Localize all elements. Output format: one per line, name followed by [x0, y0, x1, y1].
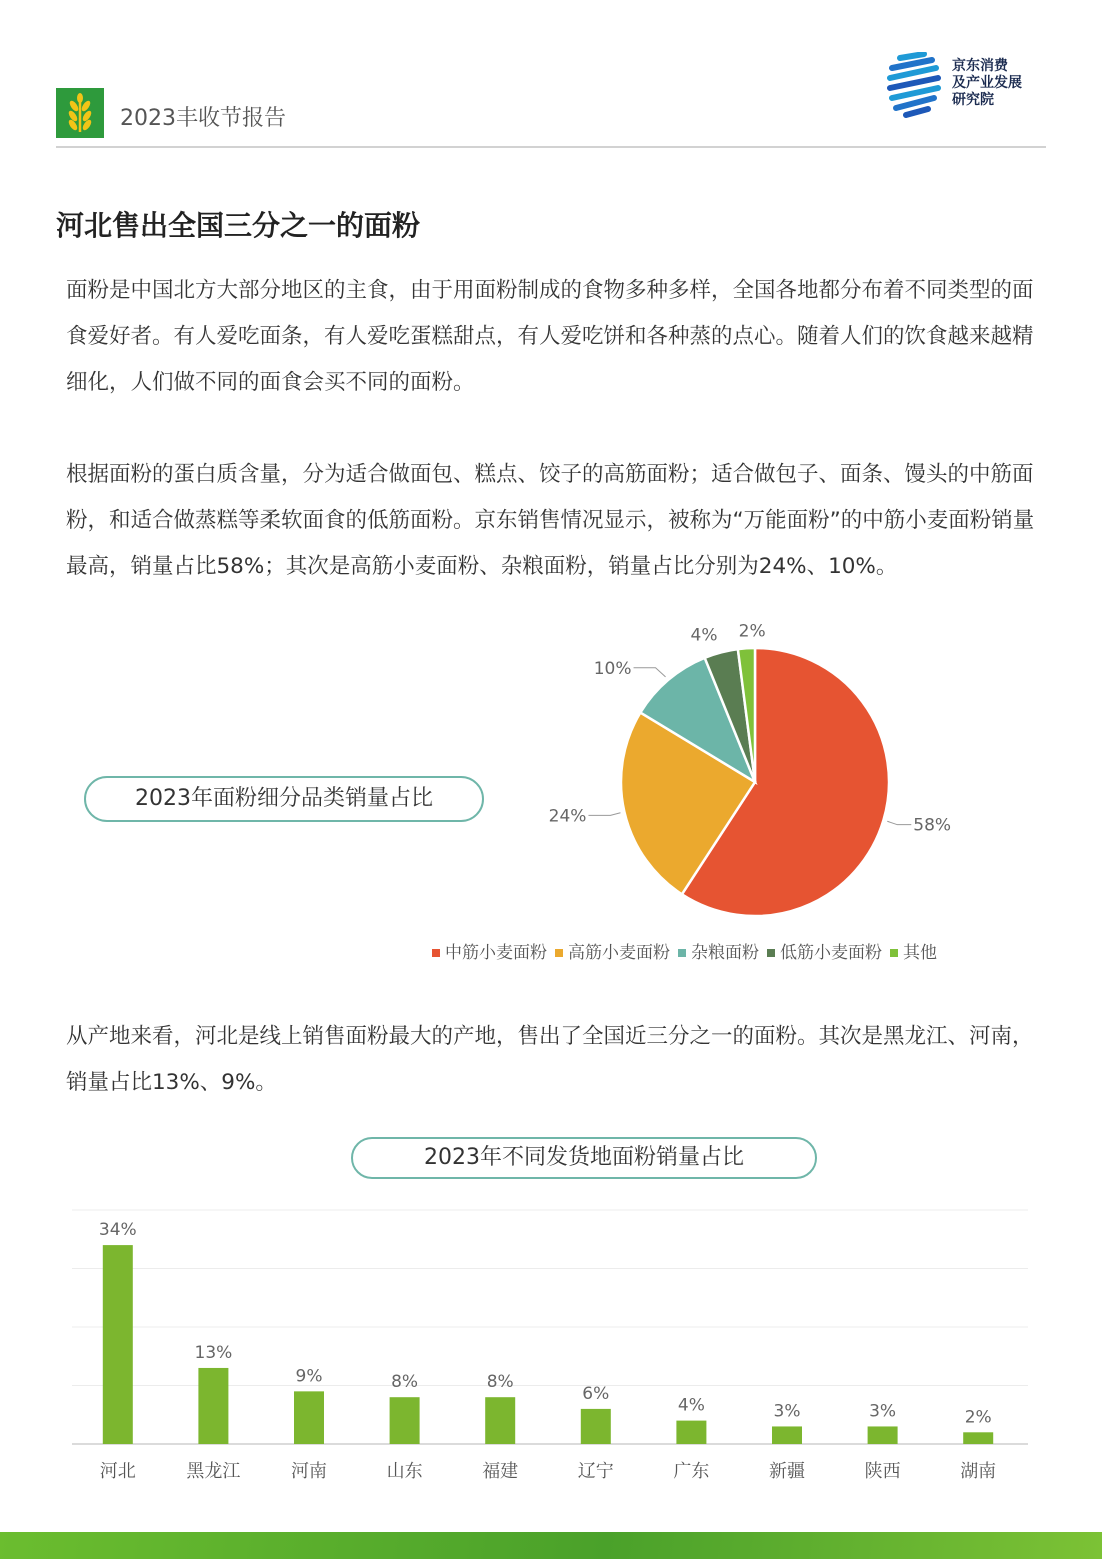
brand-line: 及产业发展 — [952, 75, 1022, 91]
bar-value-label: 8% — [486, 1372, 514, 1393]
pie-leader-line — [887, 821, 911, 824]
legend-item — [432, 938, 547, 963]
pie-leader-line — [588, 813, 620, 816]
header-divider — [56, 146, 1046, 148]
bar-value-label: 13% — [194, 1342, 233, 1363]
paragraph: 面粉是中国北方大部分地区的主食，由于用面粉制成的食物多种多样，全国各地都分布着不同类型的面食爱好者。有人爱吃面条，有人爱吃蛋糕甜点，有人爱吃饼和各种蒸的点心。随着人们的饮食越来越精细化，人们做不同的面食会买不同的面粉。 — [66, 278, 1034, 395]
x-tick-label: 湖南 — [960, 1461, 997, 1482]
legend-item — [767, 938, 882, 963]
bar-value-label: 2% — [964, 1407, 992, 1428]
bar — [198, 1368, 228, 1444]
legend-swatch — [678, 949, 686, 957]
legend-item — [678, 938, 759, 963]
x-tick-label: 河南 — [291, 1461, 327, 1482]
legend-item — [890, 938, 937, 963]
pie-slice-label: 58% — [913, 815, 952, 836]
legend-label: 杂粮面粉 — [691, 943, 759, 963]
bar — [390, 1397, 420, 1444]
x-tick-label: 新疆 — [769, 1461, 805, 1482]
bar-value-label: 3% — [773, 1401, 801, 1422]
pie-slice-label: 4% — [690, 625, 718, 646]
bar — [676, 1421, 706, 1444]
bar — [294, 1391, 324, 1444]
bar — [581, 1409, 611, 1444]
section-title: 河北售出全国三分之一的面粉 — [56, 209, 421, 242]
legend-label: 中筋小麦面粉 — [445, 943, 547, 963]
pie-slice-label: 10% — [593, 658, 632, 679]
pie-chart-title: 2023年面粉细分品类销量占比 — [84, 776, 484, 822]
bar-value-label: 34% — [98, 1220, 137, 1241]
wheat-icon — [56, 88, 104, 138]
bar-value-label: 8% — [391, 1372, 419, 1393]
stripes-logo-icon — [886, 52, 942, 118]
footer-band — [0, 1532, 1102, 1559]
brand-line: 研究院 — [952, 92, 994, 108]
bar — [485, 1397, 515, 1444]
pie-slice-label: 24% — [548, 806, 587, 827]
bar-value-label: 3% — [869, 1401, 897, 1422]
legend-label: 高筋小麦面粉 — [568, 943, 670, 963]
legend-swatch — [890, 949, 898, 957]
brand-line: 京东消费 — [952, 58, 1008, 74]
x-tick-label: 河北 — [99, 1461, 136, 1482]
legend-label: 低筋小麦面粉 — [780, 943, 882, 963]
x-tick-label: 黑龙江 — [186, 1461, 241, 1482]
x-tick-label: 辽宁 — [577, 1461, 614, 1482]
legend-swatch — [432, 949, 440, 957]
pie-legend — [432, 938, 945, 963]
pie-leader-line — [634, 668, 666, 677]
bar — [868, 1426, 898, 1444]
x-tick-label: 山东 — [386, 1461, 423, 1482]
legend-label: 其他 — [903, 943, 937, 963]
bar-value-label: 4% — [677, 1395, 705, 1416]
bar-value-label: 6% — [582, 1383, 610, 1404]
bar-value-label: 9% — [295, 1366, 323, 1387]
x-tick-label: 陕西 — [864, 1461, 901, 1482]
bar-chart-title: 2023年不同发货地面粉销量占比 — [351, 1137, 817, 1179]
bar — [963, 1432, 993, 1444]
paragraph: 从产地来看，河北是线上销售面粉最大的产地，售出了全国近三分之一的面粉。其次是黑龙江、河南，销量占比13%、9%。 — [66, 1024, 1034, 1095]
x-tick-label: 福建 — [482, 1461, 519, 1482]
bar-chart — [60, 1200, 1040, 1500]
x-tick-label: 广东 — [673, 1461, 710, 1482]
legend-item — [555, 938, 670, 963]
paragraph: 根据面粉的蛋白质含量，分为适合做面包、糕点、饺子的高筋面粉；适合做包子、面条、馒头的中筋面粉，和适合做蒸糕等柔软面食的低筋面粉。京东销售情况显示，被称为“万能面粉”的中筋小麦面粉销量最高，销量占比58%；其次是高筋小麦面粉、杂粮面粉，销量占比分别为24%、10%。 — [66, 462, 1035, 579]
pie-slice-label: 2% — [738, 621, 766, 642]
legend-swatch — [767, 949, 775, 957]
legend-swatch — [555, 949, 563, 957]
bar — [103, 1245, 133, 1444]
pie-chart — [540, 620, 1020, 930]
bar — [772, 1426, 802, 1444]
report-title: 2023丰收节报告 — [120, 106, 286, 131]
wheat-logo — [56, 88, 104, 138]
brand-name — [952, 58, 1062, 109]
